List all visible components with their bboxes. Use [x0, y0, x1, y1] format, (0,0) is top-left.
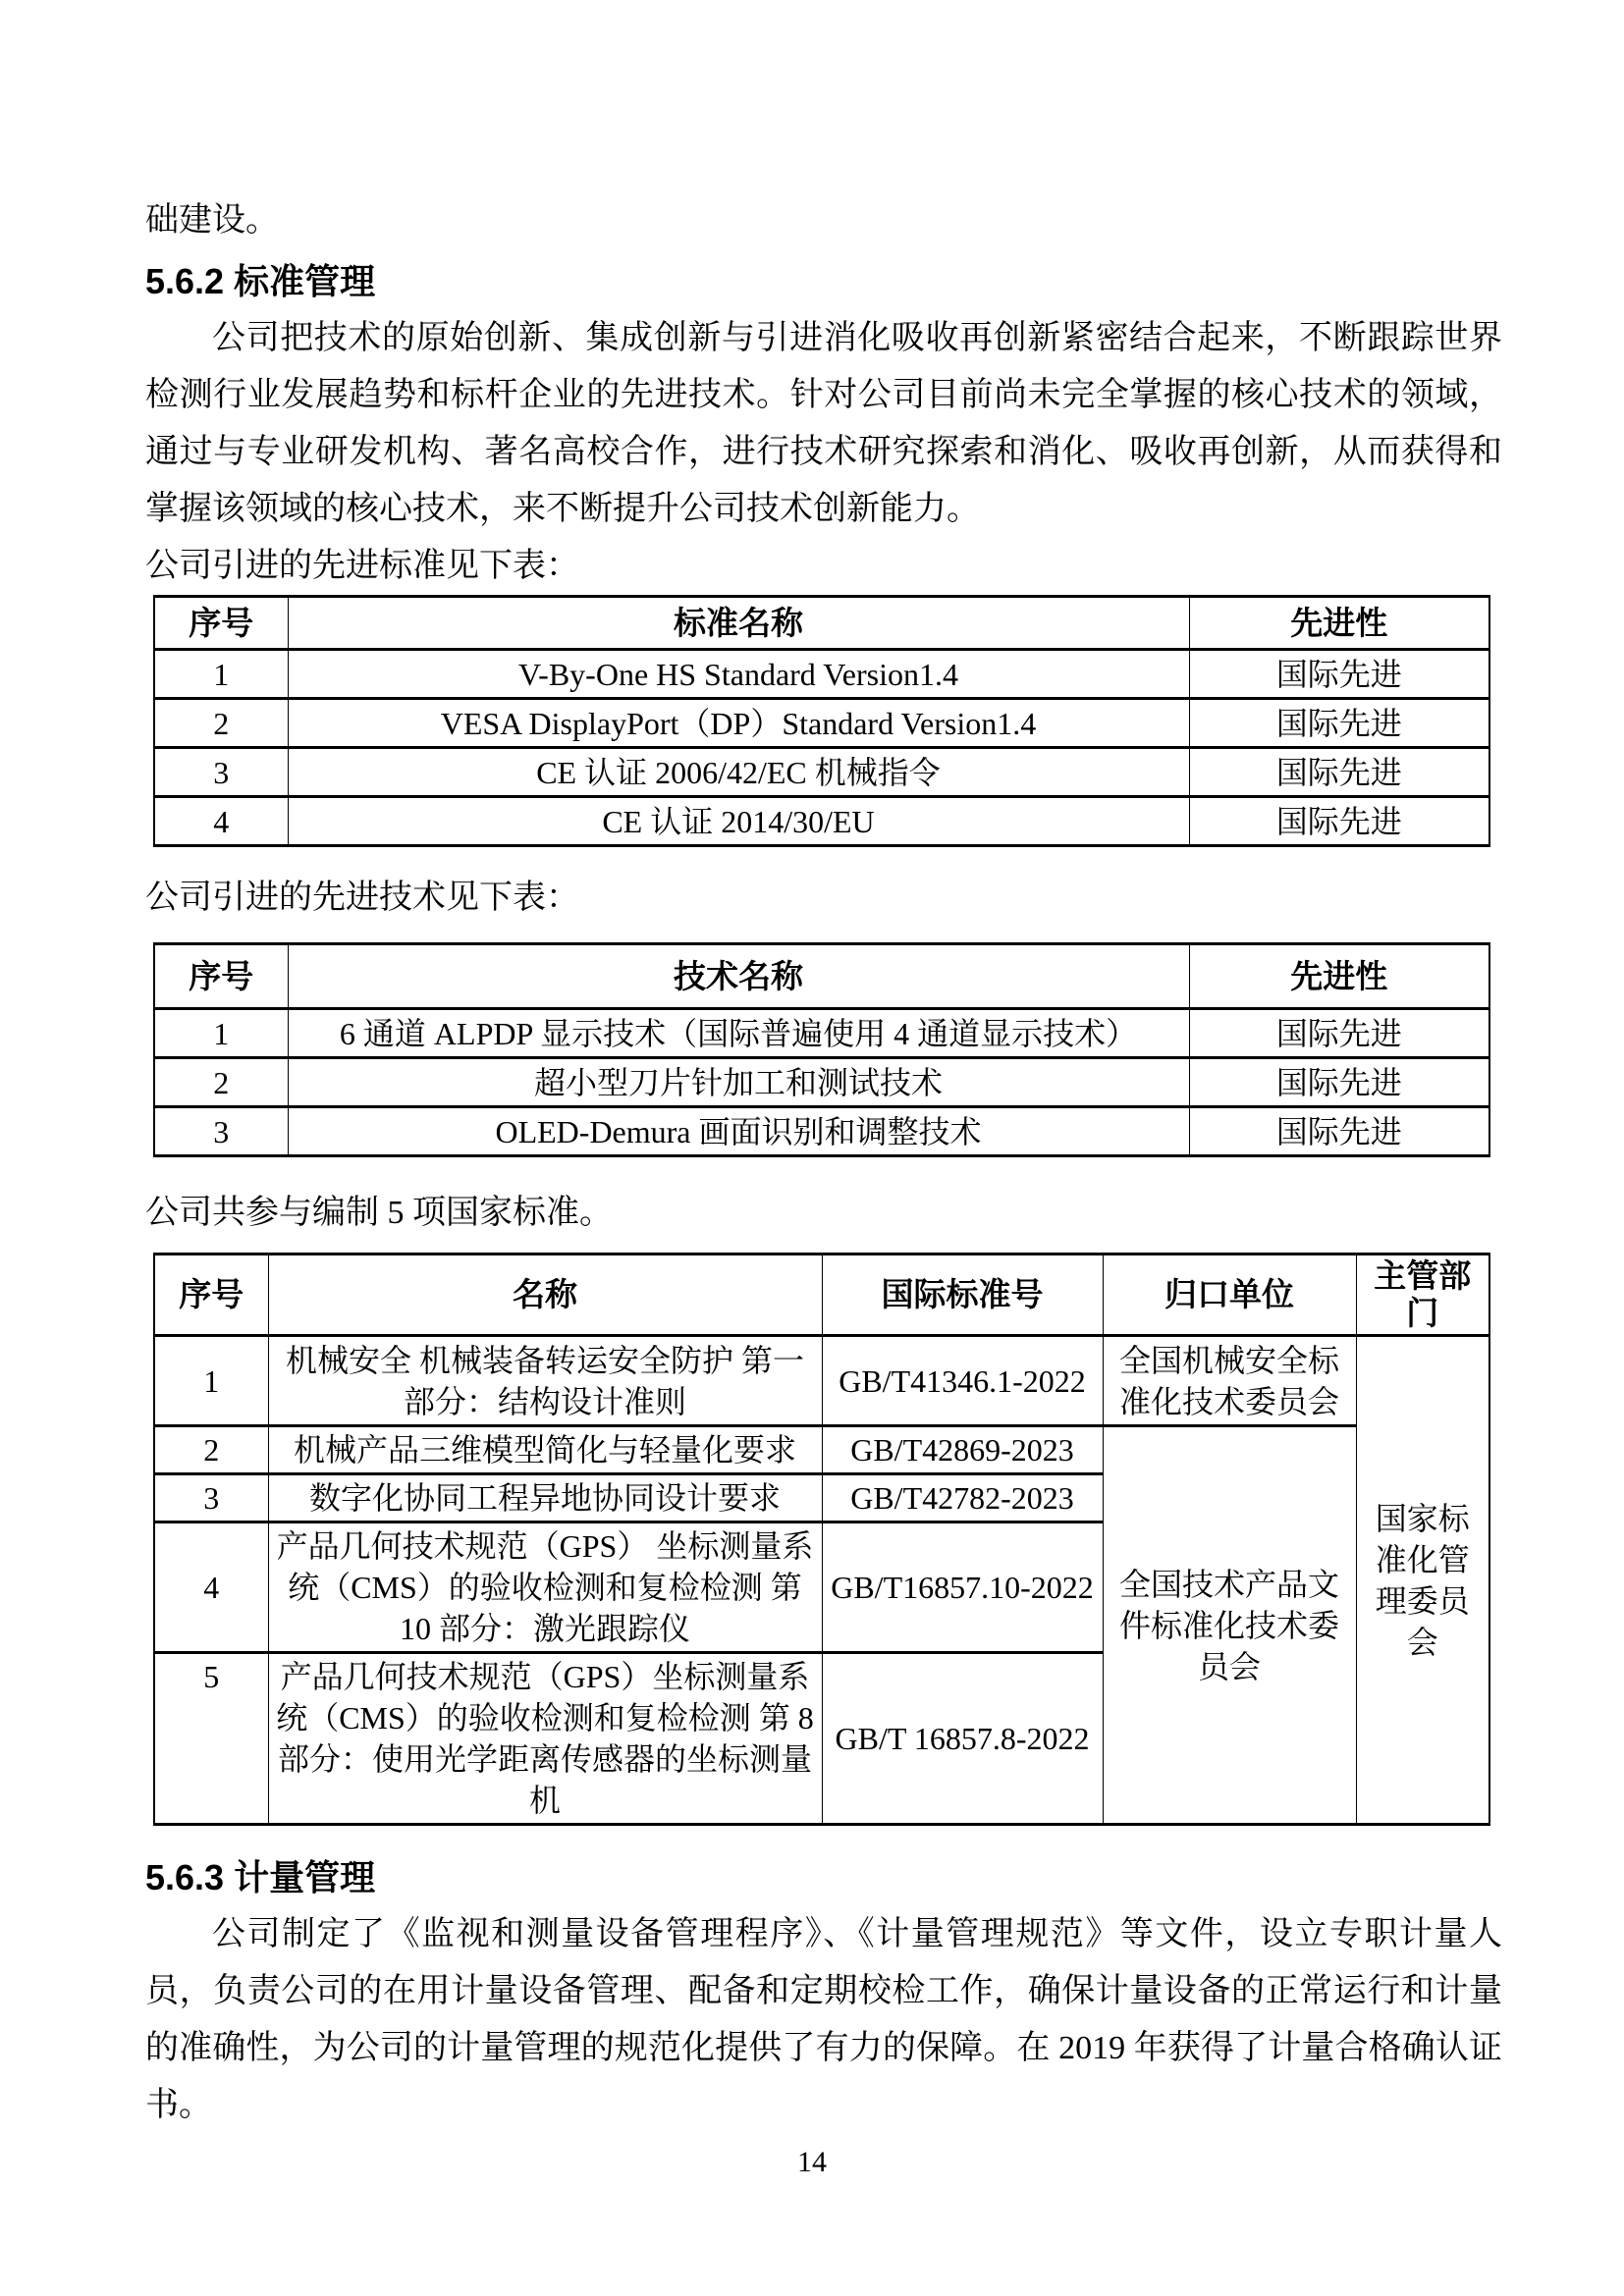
page-content: [145, 192, 1502, 2134]
cell-supervisor-merged: 国家标准化管理委员会: [1356, 1336, 1489, 1825]
national-standards-intro: 公司共参与编制 5 项国家标准。: [145, 1195, 613, 1231]
national-standards-table: [153, 1253, 1490, 1826]
cell-seq: 1: [154, 650, 288, 699]
cell-centralized-unit: 全国机械安全标准化技术委员会: [1103, 1336, 1356, 1426]
cell-tech-name: OLED-Demura 画面识别和调整技术: [288, 1107, 1189, 1156]
technologies-table: [153, 942, 1490, 1157]
header-cell-seq: 序号: [154, 1255, 268, 1336]
table-row: [154, 650, 1489, 699]
header-cell-advancement: 先进性: [1189, 597, 1489, 650]
cell-name: 机械安全 机械装备转运安全防护 第一部分：结构设计准则: [268, 1336, 822, 1426]
cell-name: 数字化协同工程异地协同设计要求: [268, 1474, 822, 1522]
cell-advancement: 国际先进: [1189, 797, 1489, 846]
header-cell-seq: 序号: [154, 597, 288, 650]
header-cell-standard-name: 标准名称: [288, 597, 1189, 650]
header-cell-centralized-unit: 归口单位: [1103, 1255, 1356, 1336]
cell-tech-name: 6 通道 ALPDP 显示技术（国际普遍使用 4 通道显示技术）: [288, 1009, 1189, 1058]
cell-advancement: 国际先进: [1189, 699, 1489, 748]
paragraph-563: 公司制定了《监视和测量设备管理程序》、《计量管理规范》等文件，设立专职计量人员，负责公司的在用计量设备管理、配备和定期校检工作，确保计量设备的正常运行和计量的准确性，为公司的计量管理的规范化提供了有力的保障。在 2019 年获得了计量合格确认证书。: [145, 1916, 1502, 2123]
cell-standard-number: GB/T42869-2023: [822, 1426, 1103, 1474]
paragraph-562: 公司把技术的原始创新、集成创新与引进消化吸收再创新紧密结合起来，不断跟踪世界检测行业发展趋势和标杆企业的先进技术。针对公司目前尚未完全掌握的核心技术的领域，通过与专业研发机构、著名高校合作，进行技术研究探索和消化、吸收再创新，从而获得和掌握该领域的核心技术，来不断提升公司技术创新能力。: [145, 320, 1502, 527]
cell-advancement: 国际先进: [1189, 1009, 1489, 1058]
table-row: [154, 1058, 1489, 1107]
cell-seq: 3: [154, 1474, 268, 1522]
header-cell-name: 名称: [268, 1255, 822, 1336]
cell-standard-name: CE 认证 2014/30/EU: [288, 797, 1189, 846]
cell-seq: 1: [154, 1009, 288, 1058]
table-row: [154, 1426, 1489, 1474]
cell-standard-number: GB/T41346.1-2022: [822, 1336, 1103, 1426]
cell-advancement: 国际先进: [1189, 748, 1489, 797]
cell-seq: 2: [154, 699, 288, 748]
national-table-header-row: [154, 1255, 1489, 1336]
tech-table-intro: 公司引进的先进技术见下表：: [145, 880, 579, 916]
header-cell-supervisor: 主管部门: [1356, 1255, 1489, 1336]
cell-advancement: 国际先进: [1189, 1107, 1489, 1156]
cell-seq: 1: [154, 1336, 268, 1426]
cell-name: 产品几何技术规范（GPS） 坐标测量系统（CMS）的验收检测和复检检测 第 10 部分：激光跟踪仪: [268, 1522, 822, 1653]
cell-standard-name: V-By-One HS Standard Version1.4: [288, 650, 1189, 699]
cell-standard-name: VESA DisplayPort（DP）Standard Version1.4: [288, 699, 1189, 748]
cell-seq: 2: [154, 1426, 268, 1474]
cell-standard-number: GB/T16857.10-2022: [822, 1522, 1103, 1653]
table-row: [154, 748, 1489, 797]
cell-tech-name: 超小型刀片针加工和测试技术: [288, 1058, 1189, 1107]
page-number: 14: [797, 2146, 827, 2178]
table-row: [154, 699, 1489, 748]
table-row: [154, 1336, 1489, 1426]
cell-name: 产品几何技术规范（GPS）坐标测量系统（CMS）的验收检测和复检检测 第 8 部分：使用光学距离传感器的坐标测量机: [268, 1653, 822, 1825]
cell-centralized-unit-merged: 全国技术产品文件标准化技术委员会: [1103, 1426, 1356, 1825]
section-heading-563: 5.6.3 计量管理: [145, 1857, 376, 1897]
cell-standard-number: GB/T42782-2023: [822, 1474, 1103, 1522]
standards-table-header-row: [154, 597, 1489, 650]
header-cell-tech-name: 技术名称: [288, 944, 1189, 1009]
cell-advancement: 国际先进: [1189, 650, 1489, 699]
header-cell-seq: 序号: [154, 944, 288, 1009]
cell-advancement: 国际先进: [1189, 1058, 1489, 1107]
cell-seq: 4: [154, 797, 288, 846]
cell-seq: 4: [154, 1522, 268, 1653]
cell-seq: 5: [154, 1653, 268, 1825]
table-row: [154, 1107, 1489, 1156]
cell-seq: 2: [154, 1058, 288, 1107]
cell-standard-name: CE 认证 2006/42/EC 机械指令: [288, 748, 1189, 797]
lead-line: 础建设。: [145, 202, 279, 239]
tech-table-header-row: [154, 944, 1489, 1009]
section-heading-562: 5.6.2 标准管理: [145, 261, 376, 301]
cell-name: 机械产品三维模型简化与轻量化要求: [268, 1426, 822, 1474]
header-cell-advancement: 先进性: [1189, 944, 1489, 1009]
cell-seq: 3: [154, 1107, 288, 1156]
table-row: [154, 797, 1489, 846]
header-cell-standard-number: 国际标准号: [822, 1255, 1103, 1336]
standards-table: [153, 595, 1490, 847]
cell-standard-number: GB/T 16857.8-2022: [822, 1653, 1103, 1825]
table-row: [154, 1009, 1489, 1058]
standards-table-intro: 公司引进的先进标准见下表：: [145, 548, 579, 584]
cell-seq: 3: [154, 748, 288, 797]
